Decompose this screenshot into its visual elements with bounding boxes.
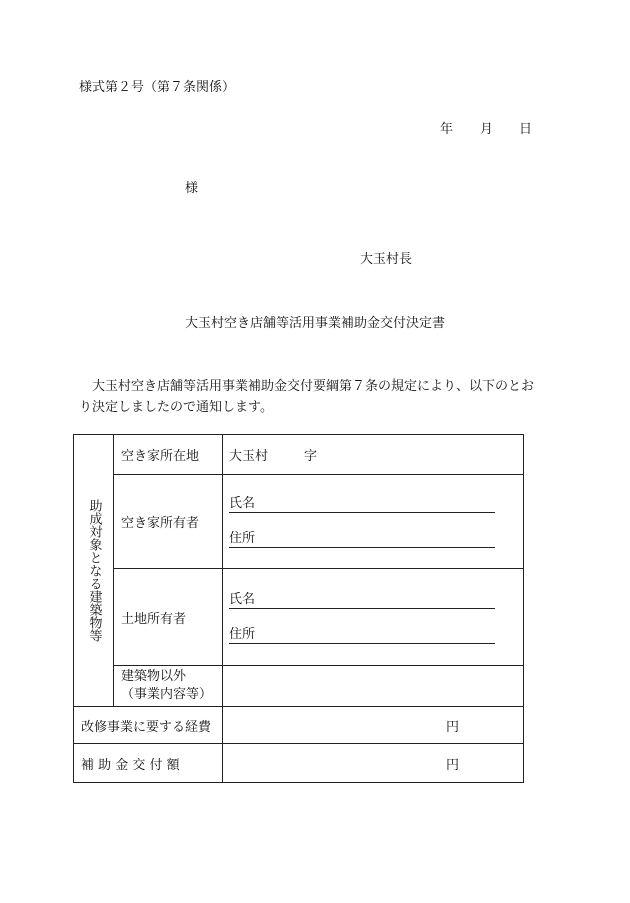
date-month-label: 月: [480, 122, 494, 137]
other-value[interactable]: [223, 666, 524, 707]
group-label-cell: [74, 435, 114, 707]
vacant-owner-address-label: 住所: [229, 531, 256, 546]
land-owner-fields: [223, 569, 524, 666]
vacant-owner-address-field[interactable]: [229, 530, 495, 548]
vacant-owner-name-field[interactable]: [229, 495, 495, 513]
location-label: 空き家所在地: [114, 435, 223, 475]
location-value: [223, 435, 524, 475]
grant-amount-unit: 円: [445, 757, 459, 773]
document-title: 大玉村空き店舗等活用事業補助金交付決定書: [184, 316, 445, 331]
form-number: 様式第２号（第７条関係）: [79, 80, 236, 95]
date-year-label: 年: [440, 122, 454, 137]
land-owner-name-field[interactable]: [229, 591, 495, 609]
renovation-cost-value[interactable]: [223, 707, 524, 744]
other-label: [114, 666, 223, 707]
renovation-cost-unit: 円: [445, 719, 459, 735]
vacant-owner-label: 空き家所有者: [114, 475, 223, 569]
vacant-owner-fields: [223, 475, 524, 569]
other-label-line2: （事業内容等）: [121, 687, 213, 702]
other-label-line1: 建築物以外: [121, 669, 187, 684]
location-village: 大玉村: [229, 449, 269, 464]
renovation-cost-label: 改修事業に要する経費: [74, 707, 223, 744]
body-line-2: り決定しましたので通知します。: [79, 400, 273, 415]
body-line-1: 大玉村空き店舗等活用事業補助金交付要綱第７条の規定により、以下のとお: [92, 379, 535, 394]
land-owner-label: 土地所有者: [114, 569, 223, 666]
body-paragraph: [79, 376, 534, 418]
group-label: 助成対象となる建築物等: [86, 499, 102, 642]
date-day-label: 日: [519, 122, 533, 137]
location-aza: 字: [304, 449, 318, 464]
sender-name: 大玉村長: [360, 252, 413, 267]
grant-amount-label: 補 助 金 交 付 額: [74, 744, 223, 783]
land-owner-name-label: 氏名: [229, 591, 256, 607]
land-owner-address-field[interactable]: [229, 626, 495, 644]
land-owner-address-label: 住所: [229, 626, 256, 642]
addressee-suffix: 様: [185, 181, 199, 196]
grant-amount-value[interactable]: [223, 744, 524, 783]
grant-decision-table: [73, 434, 524, 783]
vacant-owner-name-label: 氏名: [229, 496, 256, 511]
